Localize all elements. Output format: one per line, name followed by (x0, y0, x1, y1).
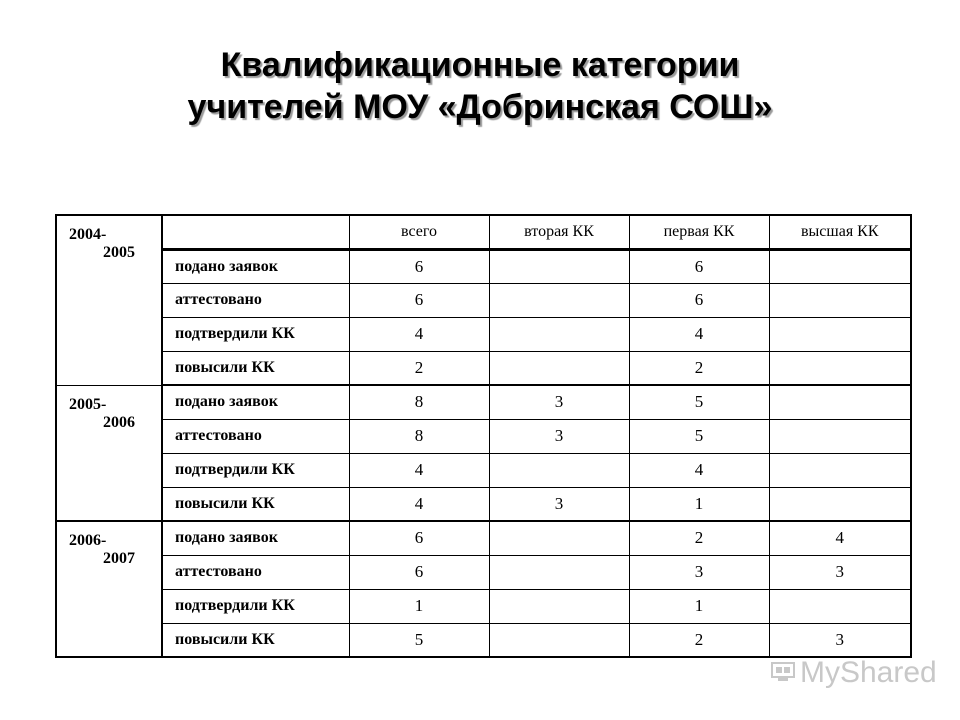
year-cell: 2004- 2005 (56, 215, 162, 385)
row-label: подано заявок (162, 385, 349, 419)
cell-first: 6 (629, 249, 769, 283)
table-row (56, 283, 911, 317)
cell-first: 4 (629, 453, 769, 487)
cell-highest (769, 385, 911, 419)
cell-total: 8 (349, 385, 489, 419)
cell-total: 6 (349, 283, 489, 317)
row-label: аттестовано (162, 555, 349, 589)
cell-first: 2 (629, 521, 769, 555)
cell-total: 5 (349, 623, 489, 657)
cell-total: 4 (349, 453, 489, 487)
row-label: повысили КК (162, 351, 349, 385)
row-label: подано заявок (162, 249, 349, 283)
cell-second (489, 623, 629, 657)
cell-first: 4 (629, 317, 769, 351)
cell-total: 2 (349, 351, 489, 385)
row-label: аттестовано (162, 283, 349, 317)
row-label: подтвердили КК (162, 453, 349, 487)
cell-highest (769, 453, 911, 487)
header-first: первая КК (629, 215, 769, 249)
header-highest: высшая КК (769, 215, 911, 249)
cell-total: 4 (349, 487, 489, 521)
cell-total: 6 (349, 555, 489, 589)
page-title (0, 44, 960, 128)
cell-highest (769, 351, 911, 385)
cell-second (489, 555, 629, 589)
cell-second: 3 (489, 419, 629, 453)
cell-first: 5 (629, 419, 769, 453)
cell-total: 6 (349, 521, 489, 555)
table-row (56, 623, 911, 657)
row-label: повысили КК (162, 623, 349, 657)
cell-highest: 4 (769, 521, 911, 555)
cell-second (489, 521, 629, 555)
title-line-2: учителей МОУ «Добринская СОШ» (187, 88, 773, 126)
cell-second: 3 (489, 385, 629, 419)
row-label: аттестовано (162, 419, 349, 453)
title-line-1: Квалификационные категории (220, 46, 740, 84)
watermark-logo-icon (770, 660, 796, 682)
table-row (56, 453, 911, 487)
table-row (56, 351, 911, 385)
cell-second: 3 (489, 487, 629, 521)
cell-highest (769, 249, 911, 283)
row-label: подтвердили КК (162, 317, 349, 351)
cell-highest: 3 (769, 555, 911, 589)
cell-second (489, 317, 629, 351)
table-row (56, 419, 911, 453)
cell-total: 8 (349, 419, 489, 453)
table-row (56, 521, 911, 555)
cell-first: 2 (629, 623, 769, 657)
cell-highest (769, 419, 911, 453)
header-blank-cell (162, 215, 349, 249)
qualification-table (55, 214, 912, 658)
cell-highest (769, 283, 911, 317)
table-row (56, 589, 911, 623)
cell-second (489, 283, 629, 317)
cell-first: 1 (629, 589, 769, 623)
table-row (56, 385, 911, 419)
cell-second (489, 249, 629, 283)
row-label: повысили КК (162, 487, 349, 521)
cell-highest (769, 487, 911, 521)
table-row (56, 555, 911, 589)
row-label: подано заявок (162, 521, 349, 555)
watermark: MyShared (800, 656, 937, 689)
table-header-row (56, 215, 911, 249)
table-row (56, 487, 911, 521)
cell-first: 3 (629, 555, 769, 589)
cell-highest (769, 317, 911, 351)
cell-first: 6 (629, 283, 769, 317)
table-row (56, 317, 911, 351)
cell-first: 1 (629, 487, 769, 521)
cell-highest: 3 (769, 623, 911, 657)
cell-first: 2 (629, 351, 769, 385)
header-total: всего (349, 215, 489, 249)
cell-highest (769, 589, 911, 623)
cell-total: 6 (349, 249, 489, 283)
cell-total: 4 (349, 317, 489, 351)
header-second: вторая КК (489, 215, 629, 249)
cell-first: 5 (629, 385, 769, 419)
cell-second (489, 589, 629, 623)
table-row (56, 249, 911, 283)
year-cell: 2006- 2007 (56, 521, 162, 657)
cell-second (489, 351, 629, 385)
cell-total: 1 (349, 589, 489, 623)
cell-second (489, 453, 629, 487)
row-label: подтвердили КК (162, 589, 349, 623)
year-cell: 2005- 2006 (56, 385, 162, 521)
